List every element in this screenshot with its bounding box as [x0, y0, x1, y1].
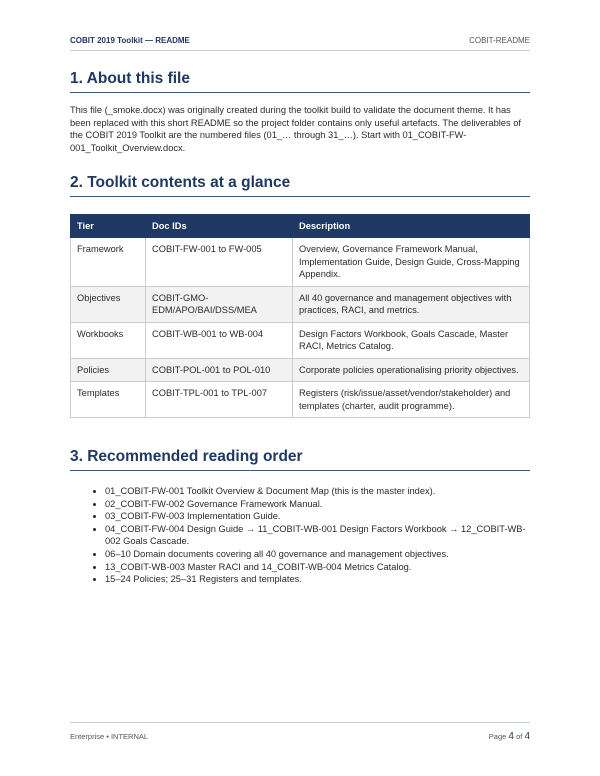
column-header-tier: Tier [71, 215, 146, 238]
table-header-row [71, 215, 530, 238]
cell-tier: Templates [71, 382, 146, 418]
cell-doc-ids: COBIT-TPL-001 to TPL-007 [146, 382, 293, 418]
cell-doc-ids: COBIT-WB-001 to WB-004 [146, 322, 293, 358]
cell-doc-ids: COBIT-POL-001 to POL-010 [146, 358, 293, 382]
section-reading-order [70, 448, 530, 586]
list-item: • 06–10 Domain documents covering all 40 governance and management objectives. [105, 548, 530, 561]
list-item: • 13_COBIT-WB-003 Master RACI and 14_COBIT-WB-004 Metrics Catalog. [105, 561, 530, 574]
cell-description: Overview, Governance Framework Manual, Implementation Guide, Design Guide, Cross-Mapping Appendix. [293, 238, 530, 287]
page-footer [70, 722, 530, 742]
page-header [70, 36, 530, 51]
cell-tier: Policies [71, 358, 146, 382]
section-about [70, 70, 530, 154]
list-item: • 03_COBIT-FW-003 Implementation Guide. [105, 510, 530, 523]
reading-order-list [70, 485, 530, 586]
column-header-description: Description [293, 215, 530, 238]
page-content [70, 70, 530, 586]
cell-description: Registers (risk/issue/asset/vendor/stakeholder) and templates (charter, audit programme). [293, 382, 530, 418]
list-item: • 04_COBIT-FW-004 Design Guide → 11_COBIT-WB-001 Design Factors Workbook → 12_COBIT-WB-002 Goals Cascade. [105, 523, 530, 548]
header-title: COBIT 2019 Toolkit — README [70, 36, 190, 45]
table-row [71, 382, 530, 418]
cell-description: Corporate policies operationalising priority objectives. [293, 358, 530, 382]
table-row [71, 286, 530, 322]
cell-doc-ids: COBIT-GMO-EDM/APO/BAI/DSS/MEA [146, 286, 293, 322]
column-header-doc-ids: Doc IDs [146, 215, 293, 238]
list-item: • 15–24 Policies; 25–31 Registers and templates. [105, 573, 530, 586]
table-row [71, 238, 530, 287]
table-row [71, 358, 530, 382]
cell-doc-ids: COBIT-FW-001 to FW-005 [146, 238, 293, 287]
page-number: Page 4 of 4 [488, 731, 530, 742]
table-row [71, 322, 530, 358]
about-paragraph: This file (_smoke.docx) was originally created during the toolkit build to validate the document theme. It has been replaced with this short README so the project folder contains only useful artefacts. The deliverables of the COBIT 2019 Toolkit are the numbered files (01_… through 31_…). Start with 01_COBIT-FW-001_Toolkit_Overview.docx. [70, 105, 521, 153]
section-heading: 1. About this file [70, 70, 530, 93]
cell-description: All 40 governance and management objectives with practices, RACI, and metrics. [293, 286, 530, 322]
section-heading: 2. Toolkit contents at a glance [70, 174, 530, 197]
header-doc-id: COBIT-README [469, 36, 530, 45]
cell-tier: Workbooks [71, 322, 146, 358]
list-item: • 02_COBIT-FW-002 Governance Framework Manual. [105, 498, 530, 511]
section-contents [70, 174, 530, 418]
contents-table [70, 214, 530, 418]
footer-classification: Enterprise • INTERNAL [70, 732, 149, 741]
list-item: • 01_COBIT-FW-001 Toolkit Overview & Document Map (this is the master index). [105, 485, 530, 498]
cell-description: Design Factors Workbook, Goals Cascade, Master RACI, Metrics Catalog. [293, 322, 530, 358]
section-heading: 3. Recommended reading order [70, 448, 530, 471]
cell-tier: Objectives [71, 286, 146, 322]
cell-tier: Framework [71, 238, 146, 287]
